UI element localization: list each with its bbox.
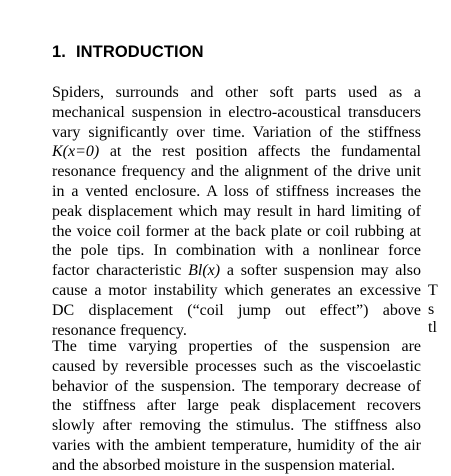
text-line: K(x=0) at the rest position affects the fundamental (52, 143, 421, 161)
text-line: the pole tips. In combination with a nonlinear force (52, 242, 421, 260)
introduction-paragraph-2 (52, 337, 421, 476)
text-line: mechanical suspension in electro-acoustical transducers (52, 103, 421, 121)
text-line: the stiffness after large peak displacement recovers (52, 397, 421, 415)
text-line: peak displacement which may result in hard limiting of (52, 202, 421, 220)
text-line: varies with the ambient temperature, humidity of the air (52, 436, 421, 454)
introduction-paragraph-1 (52, 83, 421, 340)
math-symbol: Bl(x) (188, 262, 221, 280)
text-line: and the absorbed moisture in the suspension material. (52, 456, 396, 474)
section-title: INTRODUCTION (75, 43, 204, 61)
text-line: in a vented enclosure. A loss of stiffness increases the (52, 182, 421, 200)
right-column-fragment: tl (428, 319, 437, 336)
text-line: cause a motor instability which generates an excessive (52, 281, 421, 299)
text-line: resonance frequency. (52, 321, 187, 339)
text-line: resonance frequency and the alignment of the drive unit (52, 163, 421, 181)
section-heading (52, 43, 204, 62)
text-line: behavior of the suspension. The temporary decrease of (52, 377, 421, 395)
text-line: factor characteristic Bl(x) a softer suspension may also (52, 262, 421, 280)
text-line: Spiders, surrounds and other soft parts used as a (52, 84, 421, 101)
section-number: 1. (52, 43, 66, 61)
text-line: the voice coil former at the back plate or coil rubbing at (52, 222, 421, 240)
right-column-fragment: T (428, 282, 438, 299)
text-line: vary significantly over time. Variation of the stiffness (52, 123, 421, 141)
right-column-fragment: s (428, 301, 435, 318)
math-symbol: K(x=0) (52, 143, 100, 161)
text-line: caused by reversible processes such as the viscoelastic (52, 357, 421, 375)
text-line: The time varying properties of the suspension are (52, 338, 421, 355)
text-line: DC displacement (“coil jump out effect”) above (52, 301, 421, 319)
text-line: slowly after removing the stimulus. The stiffness also (52, 417, 421, 435)
